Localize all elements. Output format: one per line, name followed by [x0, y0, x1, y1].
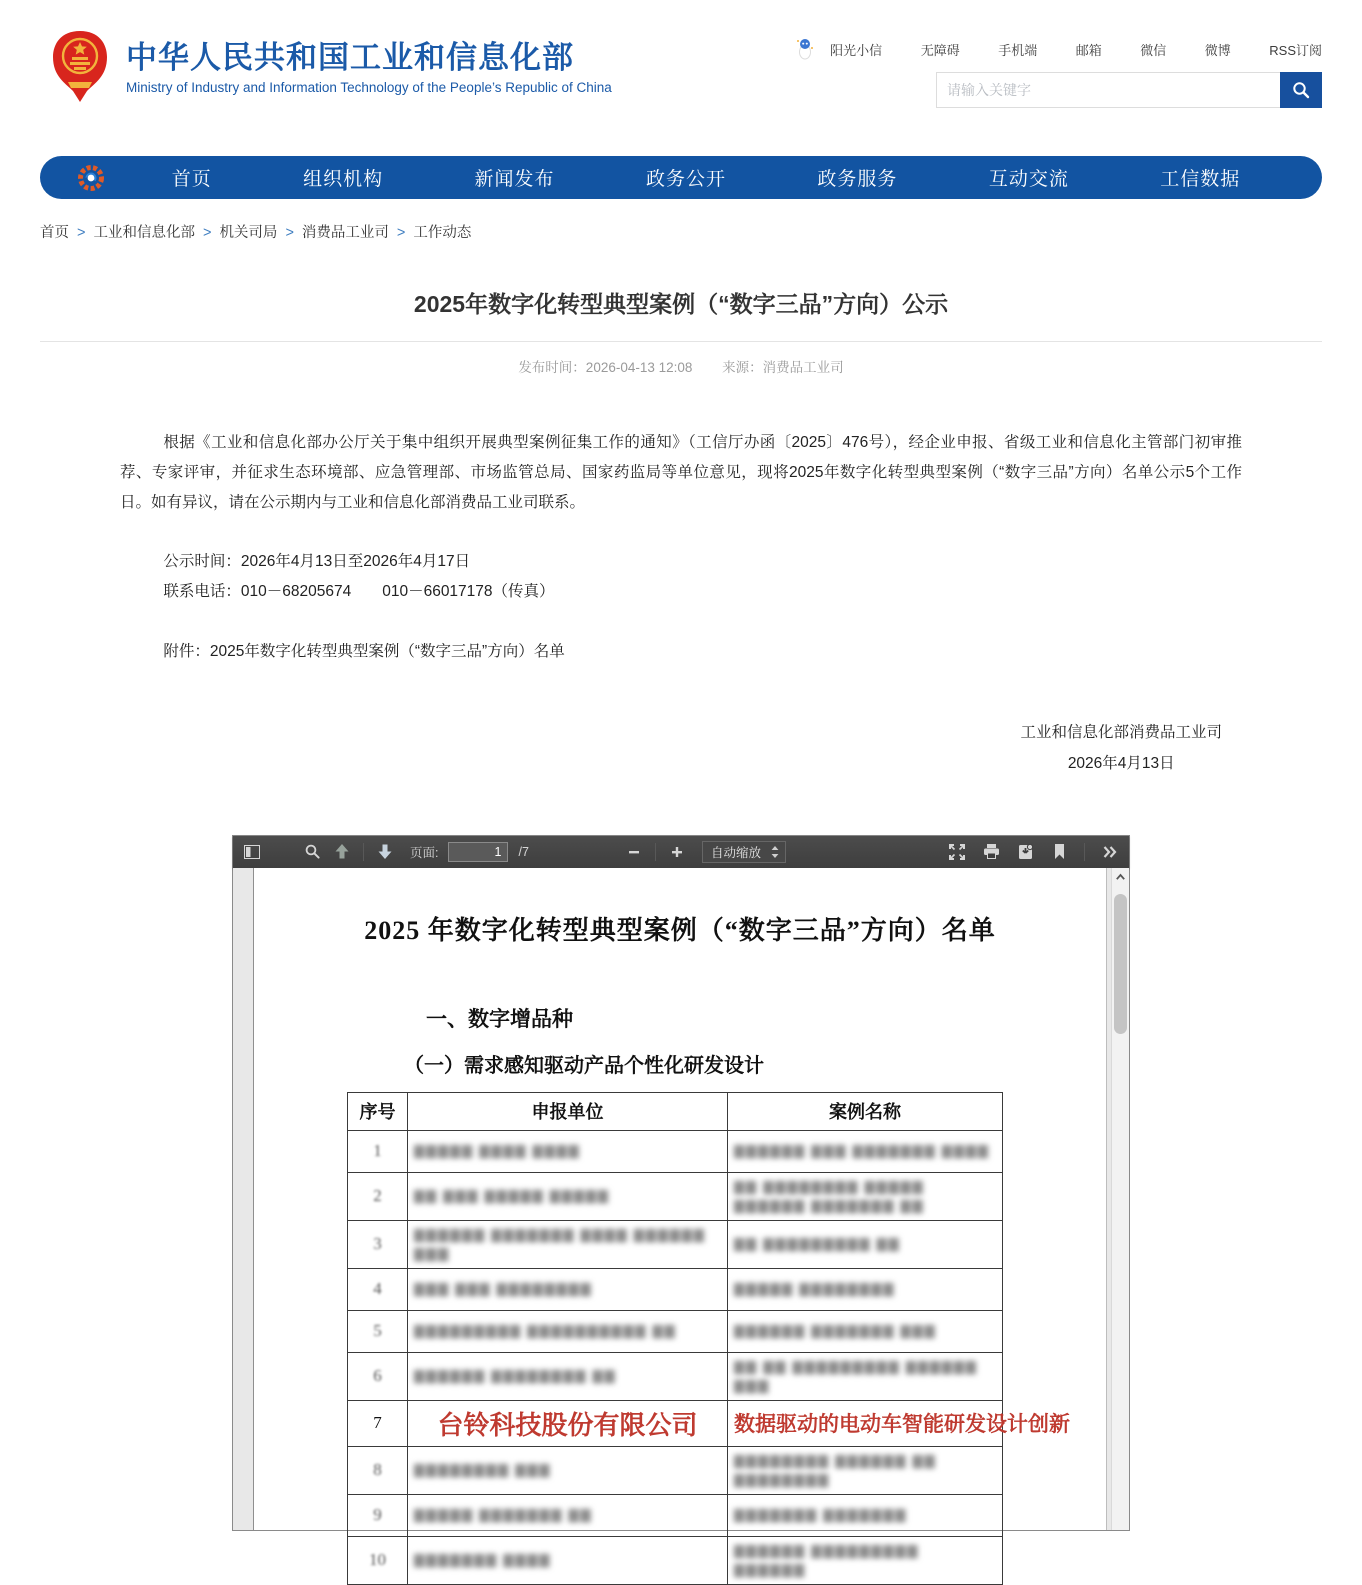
sidebar-toggle-icon [244, 845, 260, 859]
table-header-0: 序号 [348, 1092, 408, 1130]
cell-unit: ▇▇▇▇▇▇▇▇ ▇▇▇ [408, 1446, 728, 1494]
table-header-1: 申报单位 [408, 1092, 728, 1130]
page-number-input[interactable] [448, 842, 508, 862]
cell-seq: 1 [348, 1130, 408, 1172]
cell-case: 数据驱动的电动车智能研发设计创新 [728, 1400, 1003, 1446]
search-icon [305, 844, 320, 859]
scroll-up-button[interactable] [1112, 868, 1129, 886]
cell-seq: 2 [348, 1172, 408, 1220]
cell-unit: ▇▇▇▇▇ ▇▇▇▇ ▇▇▇▇ [408, 1130, 728, 1172]
cell-unit: ▇▇▇▇▇▇▇ ▇▇▇▇ [408, 1536, 728, 1584]
quick-link-3[interactable]: 邮箱 [1075, 42, 1102, 58]
page-up-button[interactable] [329, 840, 355, 864]
cell-seq: 9 [348, 1494, 408, 1536]
scrollbar-thumb[interactable] [1114, 894, 1127, 1034]
nav-item-1[interactable]: 组织机构 [303, 169, 384, 190]
pdf-viewer [232, 835, 1130, 1577]
site-header [0, 0, 1362, 150]
cell-case: ▇▇ ▇▇ ▇▇▇▇▇▇▇▇▇ ▇▇▇▇▇▇ ▇▇▇ [728, 1352, 1003, 1400]
article-content [120, 428, 1242, 779]
public-time-line: 公示时间：2026年4月13日至2026年4月17日 [163, 553, 471, 571]
toolbar-more-button[interactable] [1097, 840, 1123, 864]
table-row [348, 1310, 1003, 1352]
pdf-doc-title: 2025 年数字化转型典型案例（“数字三品”方向）名单 [364, 915, 996, 945]
table-row [348, 1268, 1003, 1310]
search-button[interactable] [1280, 72, 1322, 108]
contact-line: 联系电话：010－68205674 010－66017178（传真） [163, 583, 555, 600]
double-chevron-right-icon [1103, 846, 1117, 858]
arrow-up-icon [335, 844, 349, 859]
cell-seq: 6 [348, 1352, 408, 1400]
breadcrumb [40, 221, 1322, 242]
pdf-page [253, 868, 1107, 1577]
quick-link-4[interactable]: 微信 [1140, 42, 1167, 58]
nav-item-2[interactable]: 新闻发布 [474, 169, 555, 190]
cell-seq: 7 [348, 1400, 408, 1446]
site-brand [48, 30, 612, 104]
select-arrows-icon [771, 846, 779, 858]
cell-seq: 5 [348, 1310, 408, 1352]
cell-case: ▇▇▇▇▇▇ ▇▇▇▇▇▇▇ ▇▇▇ [728, 1310, 1003, 1352]
national-emblem-icon [48, 30, 112, 104]
brand-text [126, 39, 612, 95]
page-down-button[interactable] [372, 840, 398, 864]
cell-case: ▇▇▇▇▇▇▇ ▇▇▇▇▇▇▇ [728, 1494, 1003, 1536]
breadcrumb-item-4[interactable]: 工作动态 [413, 225, 472, 241]
table-header-2: 案例名称 [728, 1092, 1003, 1130]
arrow-down-icon [378, 844, 392, 859]
cell-seq: 10 [348, 1536, 408, 1584]
table-row [348, 1494, 1003, 1536]
article-title: 2025年数字化转型典型案例（“数字三品”方向）公示 [413, 291, 949, 317]
zoom-in-button[interactable] [664, 840, 690, 864]
page-label: 页面: [410, 845, 439, 860]
presentation-mode-button[interactable] [944, 840, 970, 864]
pdf-toolbar [233, 836, 1129, 868]
table-row [348, 1446, 1003, 1494]
nav-item-4[interactable]: 政务服务 [817, 169, 898, 190]
signature-block [120, 717, 1242, 779]
download-icon [1018, 844, 1033, 860]
table-row [348, 1172, 1003, 1220]
nav-item-3[interactable]: 政务公开 [645, 169, 726, 190]
breadcrumb-item-3[interactable]: 消费品工业司 [301, 225, 389, 241]
download-button[interactable] [1012, 840, 1038, 864]
minus-icon [628, 846, 640, 858]
chevron-up-icon [1116, 874, 1125, 880]
breadcrumb-separator: > [285, 225, 294, 241]
sidebar-toggle-button[interactable] [239, 840, 265, 864]
mascot-icon [796, 38, 814, 60]
print-button[interactable] [978, 840, 1004, 864]
cell-unit: ▇▇ ▇▇▇ ▇▇▇▇▇ ▇▇▇▇▇ [408, 1172, 728, 1220]
cell-unit: ▇▇▇▇▇▇▇▇▇ ▇▇▇▇▇▇▇▇▇▇ ▇▇ [408, 1310, 728, 1352]
bookmark-button[interactable] [1046, 840, 1072, 864]
cell-seq: 3 [348, 1220, 408, 1268]
quick-link-5[interactable]: 微博 [1204, 42, 1231, 58]
article-paragraph: 根据《工业和信息化部办公厅关于集中组织开展典型案例征集工作的通知》（工信厅办函〔2025〕476号），经企业申报、省级工业和信息化主管部门初审推荐、专家评审，并征求生态环境部、应急管理部、市场监管总局、国家药监局等单位意见，现将2025年数字化转型典型案例（“数字三品”方向）名单公示5个工作日。如有异议，请在公示期内与工业和信息化部消费品工业司联系。 [120, 434, 1242, 511]
cell-unit: ▇▇▇ ▇▇▇ ▇▇▇▇▇▇▇▇ [408, 1268, 728, 1310]
search-icon [1292, 81, 1310, 99]
signature-date: 2026年4月13日 [1067, 754, 1175, 772]
nav-item-0[interactable]: 首页 [171, 169, 212, 190]
plus-icon [671, 846, 683, 858]
publish-time: 发布时间：2026-04-13 12:08 [518, 360, 693, 375]
cell-unit: ▇▇▇▇▇ ▇▇▇▇▇▇▇ ▇▇ [408, 1494, 728, 1536]
pdf-scrollbar[interactable] [1111, 868, 1129, 1530]
quick-link-1[interactable]: 无障碍 [920, 42, 960, 58]
cell-case: ▇▇▇▇▇▇ ▇▇▇▇▇▇▇▇▇ ▇▇▇▇▇▇ [728, 1536, 1003, 1584]
print-icon [983, 844, 1000, 859]
table-row [348, 1352, 1003, 1400]
breadcrumb-item-1[interactable]: 工业和信息化部 [93, 225, 195, 241]
title-divider [40, 341, 1322, 342]
pdf-section-1: 一、数字增品种 [426, 1007, 573, 1031]
cell-case: ▇▇▇▇▇▇ ▇▇▇ ▇▇▇▇▇▇▇ ▇▇▇▇ [728, 1130, 1003, 1172]
quick-links [796, 38, 1322, 60]
attachment-line[interactable]: 附件：2025年数字化转型典型案例（“数字三品”方向）名单 [163, 642, 565, 660]
table-header-row [348, 1092, 1003, 1130]
breadcrumb-item-0[interactable]: 首页 [40, 225, 69, 241]
table-row [348, 1220, 1003, 1268]
cell-seq: 4 [348, 1268, 408, 1310]
quick-link-0[interactable]: 阳光小信 [830, 42, 883, 58]
zoom-select[interactable] [702, 841, 786, 863]
search-input[interactable] [937, 73, 1280, 107]
zoom-out-button[interactable] [621, 840, 647, 864]
pdf-table [347, 1092, 1070, 1585]
breadcrumb-separator: > [202, 225, 212, 241]
table-row [348, 1130, 1003, 1172]
breadcrumb-separator: > [77, 225, 86, 241]
cell-case: ▇▇▇▇▇ ▇▇▇▇▇▇▇▇ [728, 1268, 1003, 1310]
search-bar [936, 72, 1322, 108]
quick-link-6[interactable]: RSS订阅 [1269, 42, 1322, 58]
cell-case: ▇▇▇▇▇▇▇▇ ▇▇▇▇▇▇ ▇▇ ▇▇▇▇▇▇▇▇ [728, 1446, 1003, 1494]
pdf-body [233, 868, 1129, 1577]
nav-item-6[interactable]: 工信数据 [1160, 169, 1241, 190]
site-title: 中华人民共和国工业和信息化部 [126, 39, 574, 75]
cell-unit: 台铃科技股份有限公司 [408, 1400, 728, 1446]
breadcrumb-item-2[interactable]: 机关司局 [219, 225, 278, 241]
cell-unit: ▇▇▇▇▇▇ ▇▇▇▇▇▇▇ ▇▇▇▇ ▇▇▇▇▇▇ ▇▇▇ [408, 1220, 728, 1268]
nav-item-5[interactable]: 互动交流 [988, 169, 1069, 190]
article [40, 286, 1322, 779]
site-subtitle: Ministry of Industry and Information Technology of the People’s Republic of China [126, 80, 612, 96]
cell-case: ▇▇ ▇▇▇▇▇▇▇▇▇ ▇▇ [728, 1220, 1003, 1268]
breadcrumb-separator: > [396, 225, 406, 241]
article-meta [40, 356, 1322, 376]
pdf-section-1-1: （一）需求感知驱动产品个性化研发设计 [404, 1054, 764, 1077]
table-row [348, 1400, 1003, 1446]
fullscreen-icon [949, 844, 965, 860]
cell-seq: 8 [348, 1446, 408, 1494]
page-total: /7 [518, 844, 529, 859]
nav-logo-icon [76, 163, 106, 193]
bookmark-icon [1054, 844, 1065, 859]
main-nav [40, 156, 1322, 199]
zoom-select-value: 自动缩放 [711, 845, 762, 860]
quick-link-2[interactable]: 手机端 [998, 42, 1038, 58]
find-button[interactable] [299, 840, 325, 864]
source: 来源：消费品工业司 [722, 360, 844, 375]
cell-unit: ▇▇▇▇▇▇ ▇▇▇▇▇▇▇▇ ▇▇ [408, 1352, 728, 1400]
signature-org: 工业和信息化部消费品工业司 [1020, 723, 1222, 741]
cell-case: ▇▇ ▇▇▇▇▇▇▇▇ ▇▇▇▇▇ ▇▇▇▇▇▇ ▇▇▇▇▇▇▇ ▇▇ [728, 1172, 1003, 1220]
table-row [348, 1536, 1003, 1584]
